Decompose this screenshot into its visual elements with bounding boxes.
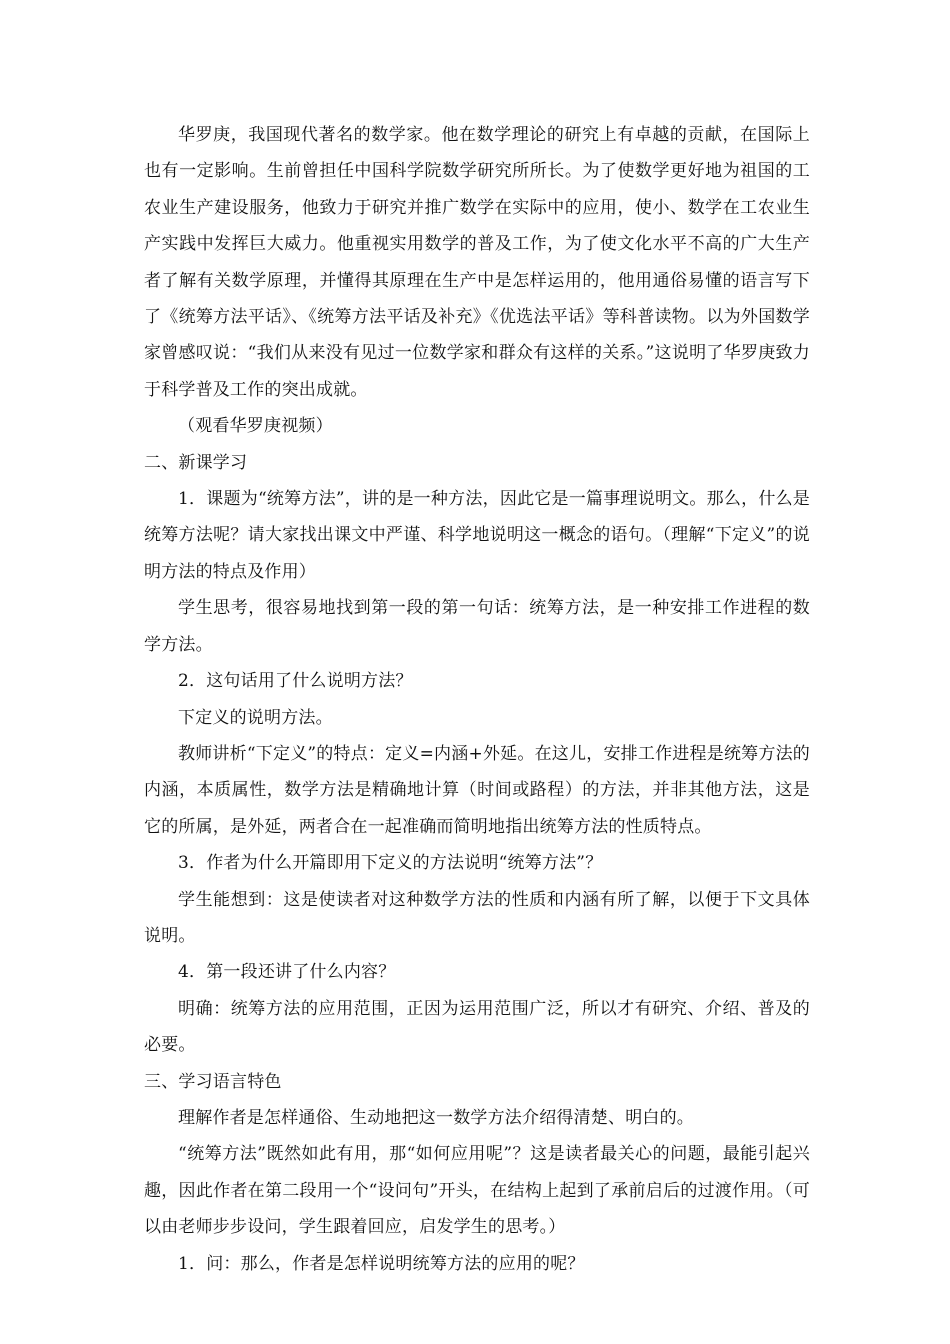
language-intro-paragraph: 理解作者是怎样通俗、生动地把这一数学方法介绍得清楚、明白的。 [178, 1107, 694, 1128]
question-4-paragraph: 4．第一段还讲了什么内容？ [178, 962, 396, 983]
transition-paragraph: “统筹方法”既然如此有用，那“如何应用呢”？这是读者最关心的问题，最能引起兴趣，因此作者在第二段用一个“设问句”开头，在结构上起到了承前启后的过渡作用。（可以由老师步步设问，学生跟着回应，启发学生的思考。） [144, 1144, 810, 1238]
application-question-paragraph: 1．问：那么，作者是怎样说明统筹方法的应用的呢？ [178, 1253, 585, 1274]
section-heading-language: 三、学习语言特色 [144, 1071, 282, 1092]
answer-3-paragraph: 学生能想到：这是使读者对这种数学方法的性质和内涵有所了解，以便于下文具体说明。 [144, 889, 810, 946]
document-body [144, 117, 810, 1282]
question-1-paragraph: 1．课题为“统筹方法”，讲的是一种方法，因此它是一篇事理说明文。那么，什么是统筹方法呢？请大家找出课文中严谨、科学地说明这一概念的语句。（理解“下定义”的说明方法的特点及作用） [144, 489, 810, 582]
question-3-paragraph: 3．作者为什么开篇即用下定义的方法说明“统筹方法”？ [178, 853, 603, 874]
answer-1-paragraph: 学生思考，很容易地找到第一段的第一句话：统筹方法，是一种安排工作进程的数学方法。 [144, 598, 810, 655]
answer-2-paragraph: 下定义的说明方法。 [178, 707, 333, 728]
video-note: （观看华罗庚视频） [178, 416, 333, 437]
intro-paragraph: 华罗庚，我国现代著名的数学家。他在数学理论的研究上有卓越的贡献，在国际上也有一定影响。生前曾担任中国科学院数学研究所所长。为了使数学更好地为祖国的工农业生产建设服务，他致力于研究并推广数学在实际中的应用，使小、数学在工农业生产实践中发挥巨大威力。他重视实用数学的普及工作，为了使文化水平不高的广大生产者了解有关数学原理，并懂得其原理在生产中是怎样运用的，他用通俗易懂的语言写下了《统筹方法平话》、《统筹方法平话及补充》《优选法平话》等科普读物。以为外国数学家曾感叹说：“我们从来没有见过一位数学家和群众有这样的关系。”这说明了华罗庚致力于科学普及工作的突出成就。 [144, 125, 810, 400]
answer-4-paragraph: 明确：统筹方法的应用范围，正因为运用范围广泛，所以才有研究、介绍、普及的必要。 [144, 998, 810, 1056]
definition-explanation-paragraph: 教师讲析“下定义”的特点：定义=内涵+外延。在这儿，安排工作进程是统筹方法的内涵，本质属性，数学方法是精确地计算（时间或路程）的方法，并非其他方法，这是它的所属，是外延，两者合在一起准确而简明地指出统筹方法的性质特点。 [144, 743, 810, 837]
question-2-paragraph: 2．这句话用了什么说明方法？ [178, 671, 413, 692]
section-heading-new-lesson: 二、新课学习 [144, 452, 248, 473]
